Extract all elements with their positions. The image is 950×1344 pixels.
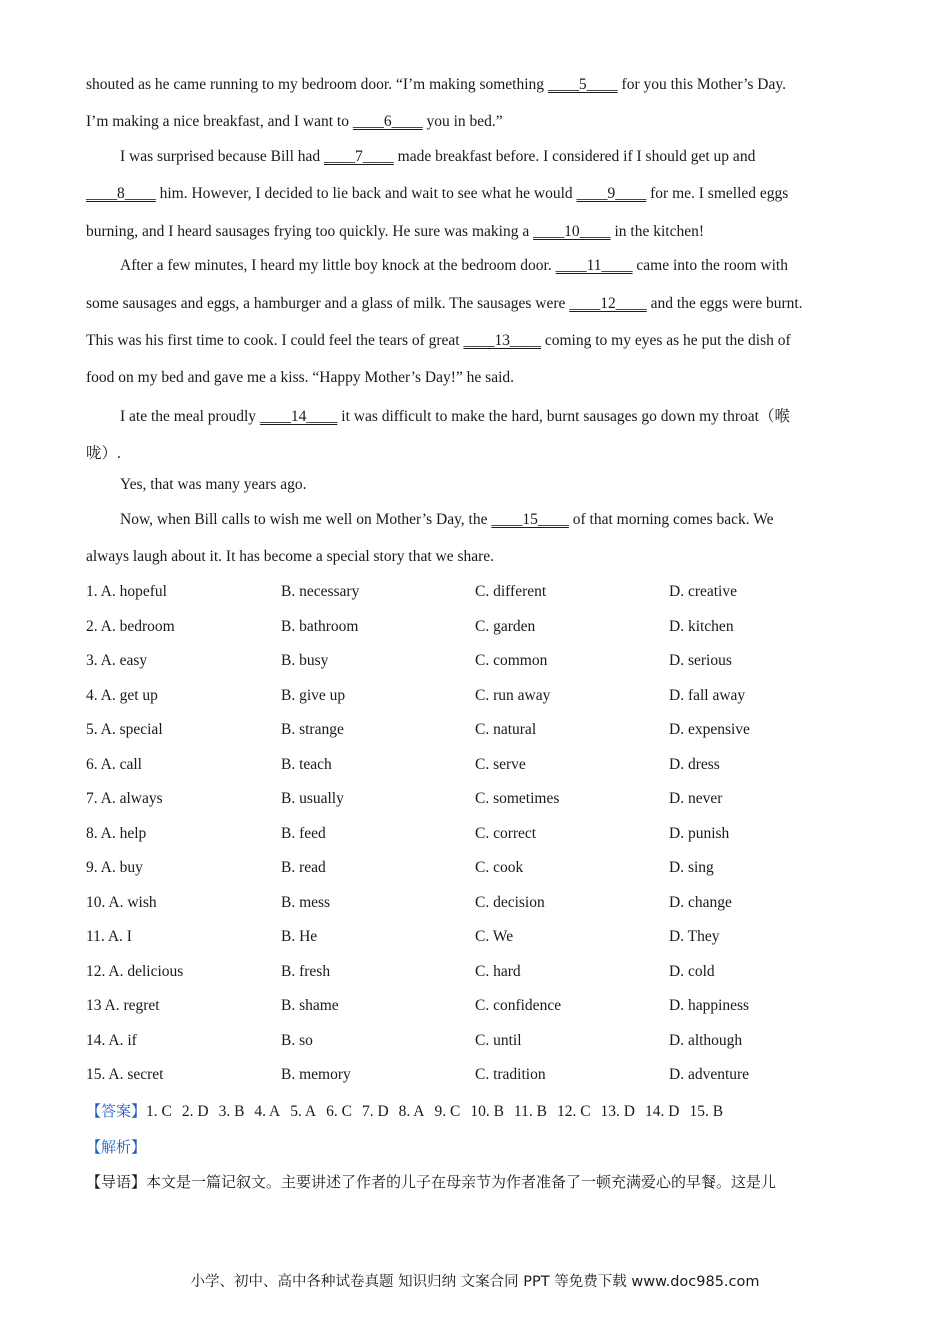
passage-text: some sausages and eggs, a hamburger and a glass of milk. The sausages were	[86, 295, 570, 312]
option-choice: D. sing	[669, 859, 714, 876]
blank-14: ____14____	[259, 408, 338, 425]
option-choice: 2. A. bedroom	[86, 617, 175, 635]
analysis-line	[86, 1136, 146, 1157]
option-choice: C. hard	[475, 962, 521, 980]
passage-line	[86, 332, 791, 350]
answer-item: 15. B	[689, 1103, 724, 1120]
answer-item: 13. D	[600, 1103, 635, 1120]
blank-8: ____8____	[86, 185, 156, 202]
passage-line	[86, 113, 503, 131]
option-choice: 14. A. if	[86, 1031, 137, 1049]
passage-line	[120, 148, 755, 166]
option-choice: D. cold	[669, 962, 715, 980]
option-row	[86, 618, 866, 642]
option-choice: 4. A. get up	[86, 686, 158, 704]
answer-item: 10. B	[470, 1103, 504, 1120]
option-choice: C. run away	[475, 686, 551, 704]
passage-line	[86, 548, 494, 566]
passage-line	[120, 511, 774, 529]
passage-text: in the kitchen!	[610, 223, 704, 240]
page-footer: 小学、初中、高中各种试卷真题 知识归纳 文案合同 PPT 等免费下载 www.doc985.com	[190, 1274, 760, 1290]
option-row	[86, 583, 866, 607]
option-choice: D. never	[669, 790, 723, 807]
option-choice: C. serve	[475, 755, 526, 773]
option-choice: B. teach	[281, 755, 332, 773]
option-row	[86, 894, 866, 918]
guide-text: 本文是一篇记叙文。主要讲述了作者的儿子在母亲节为作者准备了一顿充满爱心的早餐。这是儿	[146, 1173, 777, 1191]
option-choice: B. fresh	[281, 962, 331, 980]
blank-13: ____13____	[463, 332, 541, 349]
option-choice: 11. A. I	[86, 928, 132, 945]
passage-text: made breakfast before. I considered if I should get up and	[393, 148, 756, 165]
passage-text: burning, and I heard sausages frying too quickly. He sure was making a	[86, 223, 534, 240]
blank-6: ____6____	[352, 113, 423, 130]
option-row	[86, 928, 866, 952]
blank-5: ____5____	[547, 76, 618, 93]
answer-item: 6. C	[326, 1103, 352, 1120]
passage-text: coming to my eyes as he put the dish of	[541, 332, 791, 349]
option-choice: 6. A. call	[86, 755, 142, 773]
blank-15: ____15____	[491, 511, 569, 528]
option-choice: D. although	[669, 1031, 743, 1049]
option-choice: C. common	[475, 652, 548, 669]
option-row	[86, 1032, 866, 1056]
answer-item: 1. C	[146, 1103, 172, 1120]
passage-line	[86, 223, 704, 241]
answers-list	[146, 1103, 733, 1120]
answer-item: 12. C	[556, 1103, 591, 1120]
option-choice: B. mess	[281, 893, 331, 911]
option-choice: C. different	[475, 583, 547, 600]
option-choice: B. usually	[281, 790, 344, 807]
passage-text: food on my bed and gave me a kiss. “Happy Mother’s Day!” he said.	[86, 369, 515, 386]
passage-text: always laugh about it. It has become a special story that we share.	[86, 548, 495, 565]
passage-line	[86, 295, 803, 313]
answer-tag: 【答案】	[86, 1102, 147, 1120]
option-choice: D. creative	[669, 583, 737, 600]
option-choice: C. correct	[475, 824, 537, 842]
answer-item: 4. A	[254, 1103, 281, 1120]
option-choice: B. read	[281, 859, 326, 876]
answer-item: 9. C	[434, 1103, 461, 1120]
option-choice: 10. A. wish	[86, 893, 157, 911]
passage-text: came into the room with	[632, 257, 788, 274]
answer-item: 7. D	[361, 1103, 389, 1120]
passage-text: him. However, I decided to lie back and wait to see what he would	[155, 185, 577, 202]
option-choice: D. punish	[669, 824, 730, 842]
option-row	[86, 963, 866, 987]
passage-text: Yes, that was many years ago.	[120, 476, 307, 493]
passage-text: for you this Mother’s Day.	[617, 76, 786, 93]
blank-10: ____10____	[533, 223, 611, 240]
option-choice: B. shame	[281, 997, 339, 1014]
option-row	[86, 825, 866, 849]
answer-line	[86, 1100, 733, 1121]
analysis-tag: 【解析】	[86, 1138, 147, 1156]
option-choice: B. memory	[281, 1066, 351, 1083]
passage-line	[86, 76, 786, 94]
option-choice: C. tradition	[475, 1066, 546, 1083]
option-row	[86, 997, 866, 1021]
option-choice: D. happiness	[669, 997, 750, 1014]
option-row	[86, 756, 866, 780]
option-choice: B. strange	[281, 721, 344, 738]
option-choice: C. confidence	[475, 997, 562, 1014]
passage-text: for me. I smelled eggs	[646, 185, 789, 202]
option-choice: 3. A. easy	[86, 652, 148, 669]
option-row	[86, 652, 866, 676]
option-choice: D. fall away	[669, 686, 746, 704]
guide-tag: 【导语】	[86, 1173, 147, 1191]
option-choice: B. busy	[281, 652, 329, 669]
passage-text: of that morning comes back. We	[568, 511, 774, 528]
option-row	[86, 721, 866, 745]
option-choice: 7. A. always	[86, 790, 163, 807]
answer-item: 2. D	[181, 1103, 209, 1120]
passage-line	[86, 441, 121, 463]
option-row	[86, 859, 866, 883]
option-choice: B. so	[281, 1031, 313, 1049]
passage-text: This was his first time to cook. I could feel the tears of great	[86, 332, 464, 349]
answer-item: 3. B	[218, 1103, 245, 1120]
passage-line	[120, 476, 307, 494]
answer-item: 11. B	[513, 1103, 547, 1120]
answer-item: 14. D	[644, 1103, 680, 1120]
passage-line	[120, 404, 790, 426]
option-choice: C. until	[475, 1031, 522, 1049]
passage-text: and the eggs were burnt.	[646, 295, 803, 312]
option-row	[86, 1066, 866, 1090]
option-choice: D. dress	[669, 755, 720, 773]
option-choice: B. bathroom	[281, 617, 359, 635]
option-choice: 1. A. hopeful	[86, 583, 167, 600]
option-choice: 15. A. secret	[86, 1066, 164, 1083]
option-choice: C. cook	[475, 859, 524, 876]
option-row	[86, 687, 866, 711]
answer-item: 5. A	[290, 1103, 317, 1120]
option-choice: B. feed	[281, 824, 326, 842]
option-choice: C. natural	[475, 721, 537, 738]
option-choice: B. He	[281, 928, 318, 945]
option-choice: 12. A. delicious	[86, 962, 184, 980]
option-choice: 5. A. special	[86, 721, 163, 738]
blank-12: ____12____	[569, 295, 647, 312]
option-row	[86, 790, 866, 814]
passage-text: you in bed.”	[422, 113, 503, 130]
option-choice: D. expensive	[669, 721, 750, 738]
passage-text: 咙）.	[86, 445, 121, 462]
option-choice: C. sometimes	[475, 790, 560, 807]
option-choice: B. give up	[281, 686, 346, 704]
answer-item: 8. A	[398, 1103, 425, 1120]
option-choice: C. decision	[475, 893, 545, 911]
option-choice: B. necessary	[281, 583, 360, 600]
option-choice: C. We	[475, 928, 514, 945]
passage-line	[120, 257, 788, 275]
passage-text: After a few minutes, I heard my little boy knock at the bedroom door.	[120, 257, 556, 274]
passage-text: Now, when Bill calls to wish me well on Mother’s Day, the	[120, 511, 492, 528]
blank-11: ____11____	[555, 257, 633, 274]
option-choice: D. They	[669, 928, 720, 945]
option-choice: 13 A. regret	[86, 997, 160, 1014]
passage-text: shouted as he came running to my bedroom door. “I’m making something	[86, 76, 548, 93]
option-choice: 8. A. help	[86, 824, 147, 842]
option-choice: C. garden	[475, 617, 536, 635]
passage-text: it was difficult to make the hard, burnt sausages go down my throat（喉	[337, 408, 790, 425]
passage-line	[86, 369, 514, 387]
passage-text: I was surprised because Bill had	[120, 148, 325, 165]
guide-line	[86, 1171, 776, 1192]
passage-text: I’m making a nice breakfast, and I want to	[86, 113, 353, 130]
blank-9: ____9____	[576, 185, 647, 202]
option-choice: 9. A. buy	[86, 859, 143, 876]
passage-line	[86, 185, 788, 203]
option-choice: D. change	[669, 893, 732, 911]
option-choice: D. kitchen	[669, 617, 734, 635]
option-choice: D. adventure	[669, 1066, 750, 1083]
option-choice: D. serious	[669, 652, 732, 669]
passage-text: I ate the meal proudly	[120, 408, 260, 425]
blank-7: ____7____	[324, 148, 394, 165]
